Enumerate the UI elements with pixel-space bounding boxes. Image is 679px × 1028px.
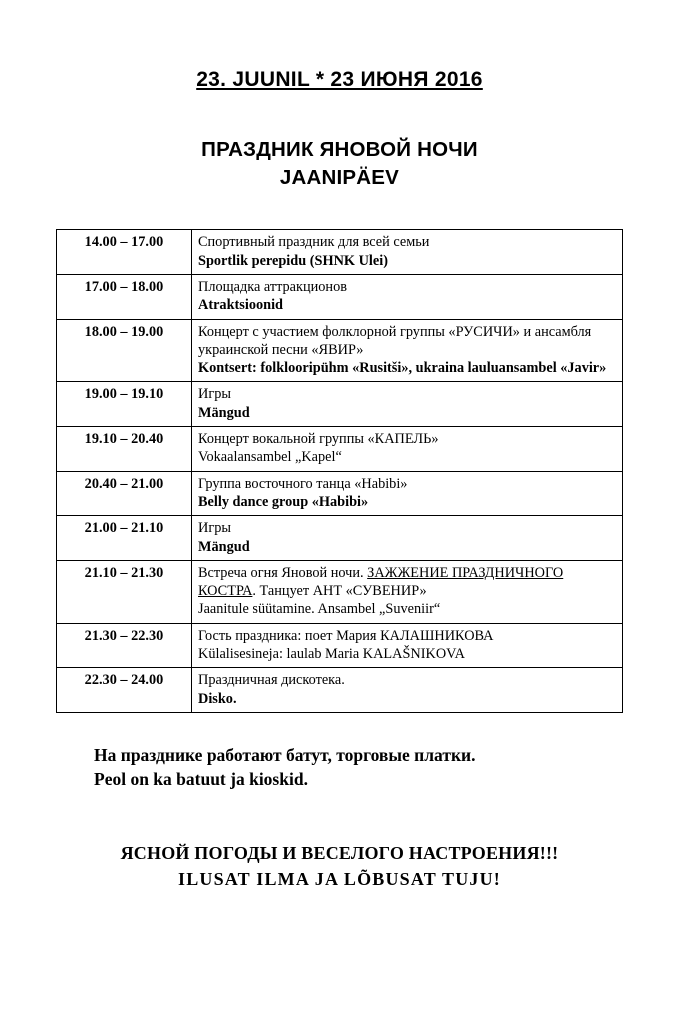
row-time: 21.30 – 22.30 [57,623,192,668]
row-description-ru: Гость праздника: поет Мария КАЛАШНИКОВА [198,627,494,644]
schedule-table [56,229,623,713]
row-description-et: Sportlik perepidu (SHNK Ulei) [198,252,388,269]
row-description-et: Disko. [198,690,237,707]
row-description-ru: Концерт вокальной группы «КАПЕЛЬ» [198,431,439,448]
row-description-et: Jaanitule süütamine. Ansambel „Suveniir“ [198,601,441,618]
festival-note [56,743,623,792]
table-row [57,230,623,275]
row-description-ru-suffix: . Танцует АНТ «СУВЕНИР» [252,583,427,600]
row-time: 17.00 – 18.00 [57,274,192,319]
table-row [57,382,623,427]
table-row [57,516,623,561]
row-description [192,274,623,319]
row-description [192,668,623,713]
table-row [57,427,623,472]
row-description-ru-emphasis: ЗАЖЖЕНИЕ ПРАЗДНИЧНОГО КОСТРА [198,564,564,600]
row-description-et: Belly dance group «Habibi» [198,493,369,510]
row-description-et: Atraktsioonid [198,297,283,314]
row-time: 20.40 – 21.00 [57,471,192,516]
row-description [192,471,623,516]
row-description-ru: Концерт с участием фолклорной группы «РУСИЧИ» и ансамбля украинской песни «ЯВИР» [198,323,592,358]
row-time: 19.10 – 20.40 [57,427,192,472]
row-time: 19.00 – 19.10 [57,382,192,427]
row-description-et: Külalisesineja: laulab Maria KALAŠNIKOVA [198,645,465,662]
closing-wish-ru: ЯСНОЙ ПОГОДЫ И ВЕСЕЛОГО НАСТРОЕНИЯ!!! [120,842,559,863]
row-description-et: Vokaalansambel „Kapel“ [198,449,342,466]
row-description [192,560,623,623]
closing-wish [56,840,623,892]
closing-wish-et: ILUSAT ILMA JA LÕBUSAT TUJU! [177,868,501,889]
row-time: 21.00 – 21.10 [57,516,192,561]
row-time: 18.00 – 19.00 [57,319,192,382]
event-subtitle [56,136,623,191]
row-description-ru: Спортивный праздник для всей семьи [198,234,430,251]
table-row [57,623,623,668]
festival-note-ru: На празднике работают батут, торговые платки. [94,744,476,765]
row-description-ru: Игры [198,386,231,403]
row-description [192,230,623,275]
row-description [192,427,623,472]
row-description-et: Kontsert: folklooripühm «Rusitši», ukraina lauluansambel «Javir» [198,360,607,377]
row-time: 22.30 – 24.00 [57,668,192,713]
row-description-ru: Игры [198,520,231,537]
row-description-ru: Группа восточного танца «Habibi» [198,475,408,492]
row-description-ru [198,564,616,601]
festival-note-et: Peol on ka batuut ja kioskid. [94,769,308,790]
table-row [57,319,623,382]
table-row [57,274,623,319]
page-title: 23. JUUNIL * 23 ИЮНЯ 2016 [196,68,483,91]
row-description [192,382,623,427]
table-row [57,471,623,516]
row-description-ru: Праздничная дискотека. [198,672,345,689]
row-description-ru: Площадка аттракционов [198,278,347,295]
event-subtitle-ru: ПРАЗДНИК ЯНОВОЙ НОЧИ [201,138,478,161]
table-row [57,668,623,713]
row-description [192,516,623,561]
row-description-et: Mängud [198,404,250,421]
row-description [192,623,623,668]
row-time: 21.10 – 21.30 [57,560,192,623]
row-description-et: Mängud [198,538,250,555]
row-description [192,319,623,382]
row-description-ru-prefix: Встреча огня Яновой ночи. [198,564,368,581]
row-time: 14.00 – 17.00 [57,230,192,275]
table-row [57,560,623,623]
event-subtitle-et: JAANIPÄEV [279,165,400,189]
poster-page [0,68,679,1028]
